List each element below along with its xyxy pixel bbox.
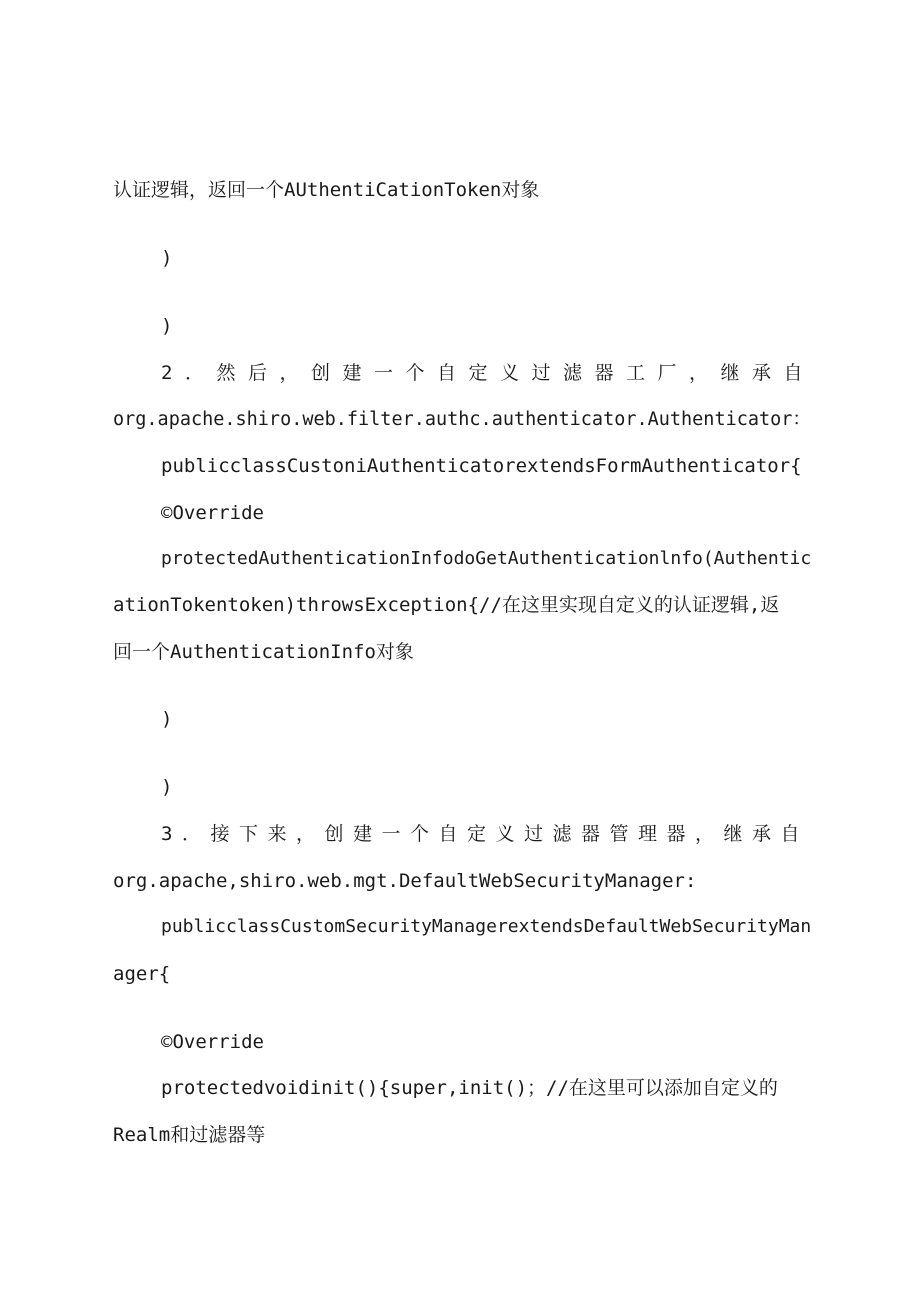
text-line-19: Realm和过滤器等 [113, 1124, 266, 1146]
text-line-2: ) [161, 247, 173, 269]
text-line-12: ) [161, 776, 173, 798]
text-line-11: ) [161, 708, 173, 730]
text-line-1: 认证逻辑，返回一个AUthentiCationToken对象 [113, 179, 540, 201]
text-line-10: 回一个AuthenticationInfo对象 [113, 641, 414, 663]
code-line-16: ager{ [113, 963, 171, 985]
text-line-3: ) [161, 315, 173, 337]
text-line-5: org.apache.shiro.web.filter.authc.authenticator.Authenticator： [113, 409, 811, 430]
numbered-step-2: 2．然后，创建一个自定义过滤器工厂，继承自 [161, 362, 815, 384]
code-line-8: protectedAuthenticationInfodoGetAuthenticationlnfo(Authentic [161, 548, 812, 569]
text-line-14: org.apache,shiro.web.mgt.DefaultWebSecurityManager: [113, 870, 697, 892]
numbered-step-3: 3．接下来，创建一个自定义过滤器管理器，继承自 [161, 823, 809, 845]
code-line-7: ©Override [161, 502, 264, 524]
code-line-17: ©Override [161, 1031, 264, 1053]
code-line-18: protectedvoidinit(){super,init()；//在这里可以添加自定义的 [161, 1077, 778, 1099]
code-line-15: publicclassCustomSecurityManagerextendsDefaultWebSecurityMan [161, 916, 812, 937]
code-line-6: publicclassCustoniAuthenticatorextendsFormAuthenticator{ [161, 455, 802, 477]
code-line-9: ationTokentoken)throwsException{//在这里实现自定义的认证逻辑,返 [113, 594, 780, 616]
